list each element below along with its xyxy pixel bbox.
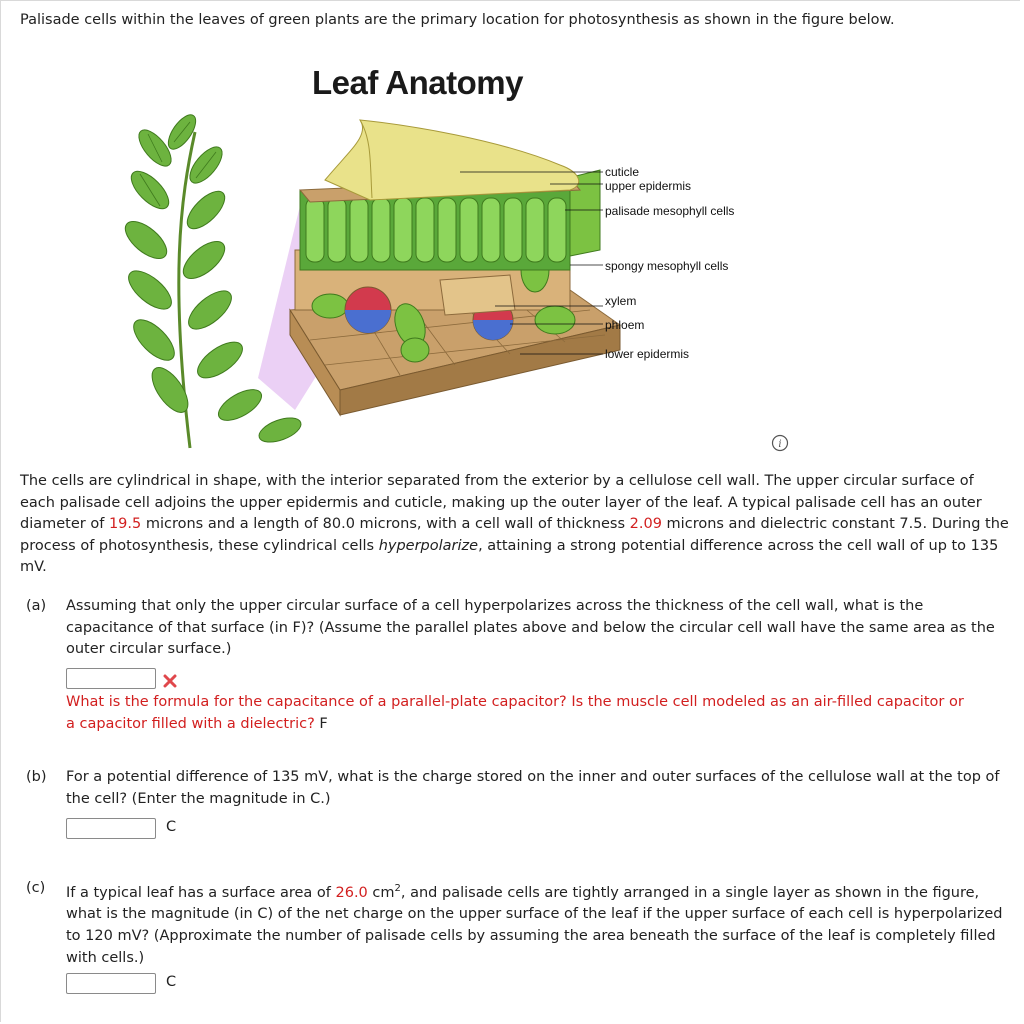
label-cuticle: cuticle — [605, 165, 640, 179]
figure-title: Leaf Anatomy — [312, 64, 523, 101]
answer-c-input[interactable] — [66, 973, 156, 994]
diameter-value: 19.5 — [108, 516, 142, 533]
leaf-sprig-illustration — [119, 110, 304, 448]
question-c-text: If a typical leaf has a surface area of 26.0 $cm^2$, and palisade cells are tightly arranged in a single layer as shown in the figure, what is the magnitude (in C) of the net charge on the upper surface of the leaf if the upper surface of each cell is hyperpolarized to 120 mV? (Approximate the number of palisade cells by assuming the area beneath the surface of the leaf is completely filled with cells.) — [66, 883, 1003, 966]
thickness-value: 2.09 — [629, 516, 662, 533]
label-phloem: phloem — [605, 318, 645, 332]
label-xylem: xylem — [605, 294, 637, 308]
answer-c-unit: C — [166, 974, 177, 990]
feedback-hint: What is the formula for the capacitance of a parallel-plate capacitor? Is the muscle cell modeled as an air-filled capacitor or a capacitor filled with a dielectric? F — [66, 694, 964, 732]
problem-description: The cells are cylindrical in shape, with the interior separated from the exterior by a cellulose cell wall. The upper circular surface of each palisade cell adjoins the upper epidermis and cuticle, making up the outer layer of the leaf. A typical palisade cell has an outer diameter of 19.5 microns and a length of 80.0 microns, with a cell wall of thickness 2.09 microns and dielectric constant 7.5. During the process of photosynthesis, these cylindrical cells hyperpolarize, attaining a strong potential difference across the cell wall of up to 135 mV. — [20, 473, 1009, 576]
label-lower-epidermis: lower epidermis — [605, 347, 690, 361]
label-upper-epidermis: upper epidermis — [605, 179, 692, 193]
label-spongy-mesophyll: spongy mesophyll cells — [605, 259, 729, 273]
answer-a-unit: F — [319, 716, 328, 732]
leaf-anatomy-figure — [110, 110, 760, 450]
answer-a-input[interactable] — [66, 668, 156, 689]
answer-b-unit: C — [166, 819, 177, 835]
intro-text: Palisade cells within the leaves of green plants are the primary location for photosynthesis as shown in the figure below. — [20, 12, 895, 28]
leaf-cross-section-block — [290, 120, 620, 415]
incorrect-x-icon — [163, 674, 177, 688]
question-b-text: For a potential difference of 135 mV, what is the charge stored on the inner and outer surfaces of the cellulose wall at the top of the cell? (Enter the magnitude in C.) — [66, 769, 1000, 807]
question-a-label: (a) — [26, 598, 47, 614]
question-c-label: (c) — [26, 880, 46, 896]
question-a-text: Assuming that only the upper circular surface of a cell hyperpolarizes across the thickness of the cell wall, what is the capacitance of that surface (in F)? (Assume the parallel plates above and below the circular cell wall have the same area as the outer circular surface.) — [66, 598, 995, 658]
svg-text:i: i — [778, 439, 782, 450]
info-icon[interactable] — [771, 434, 789, 452]
leaf-area-value: 26.0 — [335, 884, 368, 901]
answer-b-input[interactable] — [66, 818, 156, 839]
question-b-label: (b) — [26, 769, 47, 785]
label-palisade-mesophyll: palisade mesophyll cells — [605, 204, 735, 218]
